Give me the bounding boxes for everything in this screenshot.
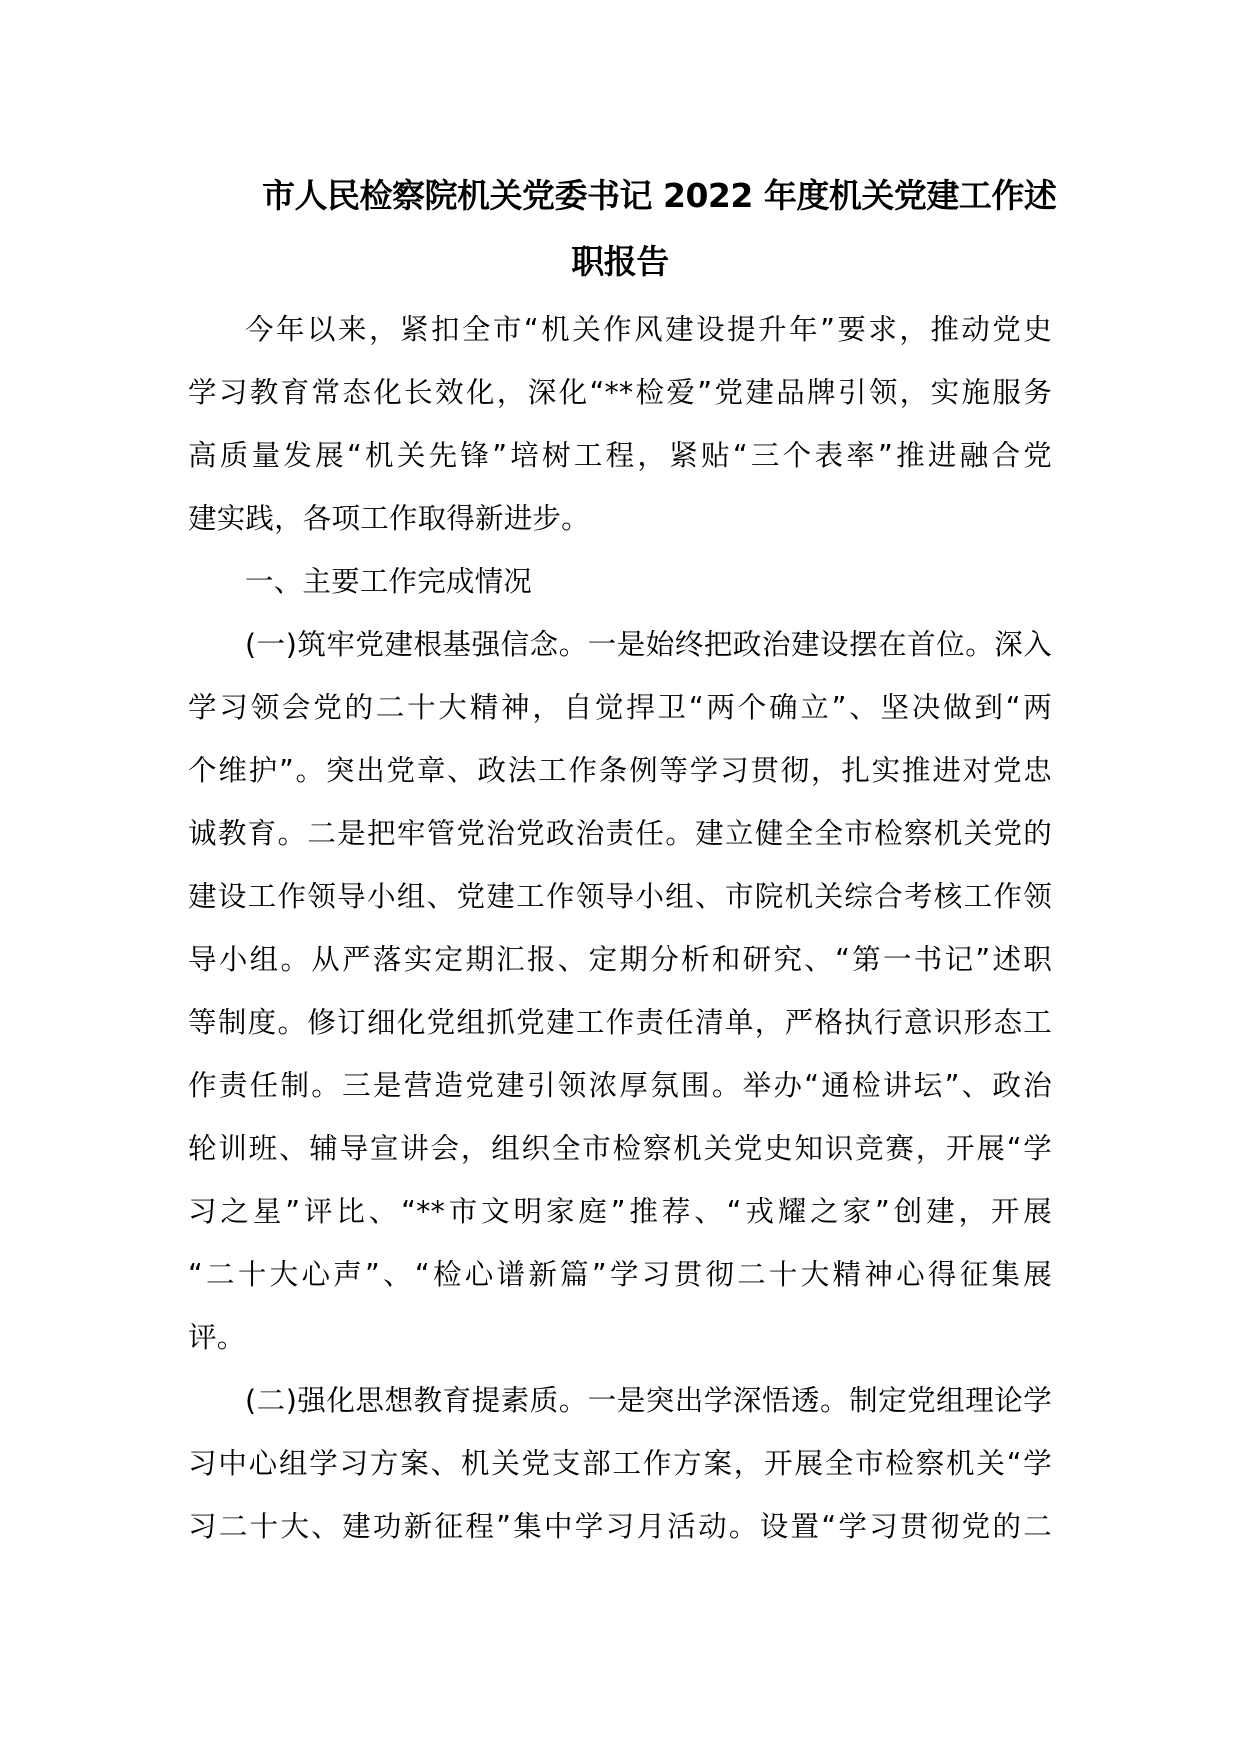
paragraph-1-line-6: 导小组。从严落实定期汇报、定期分析和研究、“第一书记”述职	[188, 943, 1052, 976]
paragraph-2-line-1: (二)强化思想教育提素质。一是突出学深悟透。制定党组理论学	[245, 1384, 1052, 1417]
paragraph-2-line-3: 习二十大、建功新征程”集中学习月活动。设置“学习贯彻党的二	[188, 1510, 1052, 1543]
paragraph-1-line-8: 作责任制。三是营造党建引领浓厚氛围。举办“通检讲坛”、政治	[188, 1069, 1052, 1102]
document-title-line-2: 职报告	[571, 242, 669, 281]
paragraph-1-line-7: 等制度。修订细化党组抓党建工作责任清单，严格执行意识形态工	[188, 1006, 1052, 1039]
document-title-line-1: 市人民检察院机关党委书记 2022 年度机关党建工作述	[262, 176, 1057, 215]
paragraph-1-line-9: 轮训班、辅导宣讲会，组织全市检察机关党史知识竞赛，开展“学	[188, 1132, 1052, 1165]
paragraph-1-line-11: “二十大心声”、“检心谱新篇”学习贯彻二十大精神心得征集展	[188, 1258, 1052, 1291]
paragraph-1-line-5: 建设工作领导小组、党建工作领导小组、市院机关综合考核工作领	[188, 880, 1052, 913]
paragraph-intro-line-4: 建实践，各项工作取得新进步。	[188, 502, 590, 535]
paragraph-1-line-4: 诚教育。二是把牢管党治党政治责任。建立健全全市检察机关党的	[188, 817, 1052, 850]
paragraph-1-line-1: (一)筑牢党建根基强信念。一是始终把政治建设摆在首位。深入	[245, 628, 1052, 661]
paragraph-1-line-10: 习之星”评比、“**市文明家庭”推荐、“戎耀之家”创建，开展	[188, 1195, 1052, 1228]
section-heading-1: 一、主要工作完成情况	[245, 565, 533, 598]
paragraph-1-line-2: 学习领会党的二十大精神，自觉捍卫“两个确立”、坚决做到“两	[188, 691, 1052, 724]
paragraph-1-line-12: 评。	[188, 1321, 246, 1354]
paragraph-intro-line-2: 学习教育常态化长效化，深化“**检爱”党建品牌引领，实施服务	[188, 376, 1052, 409]
paragraph-intro-line-1: 今年以来，紧扣全市“机关作风建设提升年”要求，推动党史	[245, 313, 1052, 346]
paragraph-1-line-3: 个维护”。突出党章、政法工作条例等学习贯彻，扎实推进对党忠	[188, 754, 1052, 787]
paragraph-2-line-2: 习中心组学习方案、机关党支部工作方案，开展全市检察机关“学	[188, 1447, 1052, 1480]
paragraph-intro-line-3: 高质量发展“机关先锋”培树工程，紧贴“三个表率”推进融合党	[188, 439, 1052, 472]
